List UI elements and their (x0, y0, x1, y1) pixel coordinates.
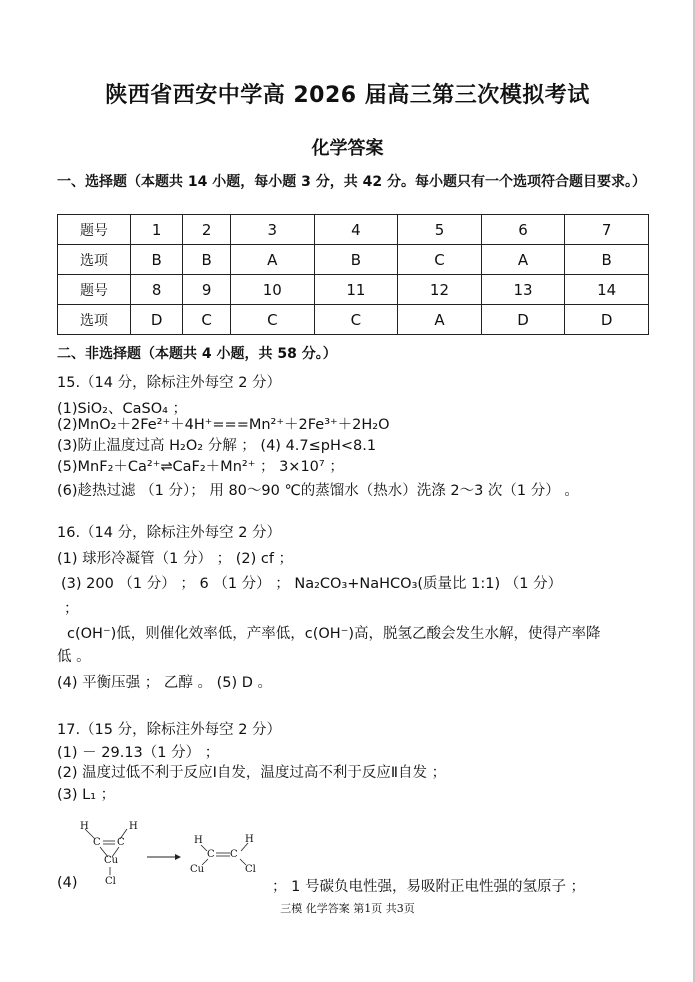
answer-cell: B (131, 245, 183, 275)
question-number: 1 (131, 215, 183, 245)
q15-answer-3: (3)防止温度过高 H₂O₂ 分解 ； (4) 4.7≤pH<8.1 (57, 438, 377, 454)
struct-left-h1: H (80, 821, 89, 832)
page-footer: 三模 化学答案 第1页 共3页 (280, 902, 415, 915)
q17-answer-4-label: (4) (57, 875, 78, 891)
question-number: 2 (183, 215, 231, 245)
question-number: 13 (481, 275, 565, 305)
answer-cell: A (481, 245, 565, 275)
answer-cell: A (398, 305, 482, 335)
row-label: 题号 (58, 275, 131, 305)
q17-answer-4: ； 1 号碳负电性强，易吸附正电性强的氢原子 ； (272, 879, 586, 895)
answer-cell: B (314, 245, 398, 275)
struct-left-cu: Cu (104, 855, 119, 866)
q16-explanation: c(OH⁻)低，则催化效率低，产率低，c(OH⁻)高，脱氢乙酸会发生水解，使得产率降 (67, 626, 601, 642)
answer-cell: D (481, 305, 565, 335)
table-row (58, 215, 649, 245)
section1-heading: 一、选择题（本题共 14 小题，每小题 3 分，共 42 分。每小题只有一个选项符合题目要求。） (57, 174, 646, 190)
q15-answer-5: (5)MnF₂＋Ca²⁺⇌CaF₂＋Mn²⁺ ； 3×10⁷ ； (57, 459, 344, 475)
struct-left-cl: Cl (105, 876, 116, 887)
question-number: 9 (183, 275, 231, 305)
q16-answer-1: (1) 球形冷凝管（1 分） ； (2) cf ； (57, 551, 294, 567)
row-label: 选项 (58, 305, 131, 335)
q15-header: 15.（14 分，除标注外每空 2 分） (57, 375, 282, 391)
q17-answer-2: (2) 温度过低不利于反应Ⅰ自发，温度过高不利于反应Ⅱ自发 ； (57, 765, 447, 781)
q17-answer-1: (1) － 29.13（1 分） ； (57, 745, 220, 761)
answer-cell: C (231, 305, 315, 335)
q17-answer-3: (3) L₁ ； (57, 787, 116, 803)
q17-header: 17.（15 分，除标注外每空 2 分） (57, 722, 282, 738)
struct-right-h1: H (194, 835, 203, 846)
table-row (58, 245, 649, 275)
row-label: 选项 (58, 245, 131, 275)
q15-answer-1: (1)SiO₂、CaSO₄ ； (57, 401, 188, 417)
answer-cell: B (565, 245, 649, 275)
question-number: 7 (565, 215, 649, 245)
answer-cell: C (398, 245, 482, 275)
row-label: 题号 (58, 215, 131, 245)
q16-explanation-tail: 低 。 (57, 649, 91, 665)
answer-cell: D (565, 305, 649, 335)
answer-cell: A (231, 245, 315, 275)
question-number: 10 (231, 275, 315, 305)
struct-left-c1: C (93, 837, 101, 848)
answer-table (57, 214, 649, 335)
question-number: 14 (565, 275, 649, 305)
question-number: 11 (314, 275, 398, 305)
answer-cell: B (183, 245, 231, 275)
struct-right-cu: Cu (190, 864, 205, 875)
answer-cell: D (131, 305, 183, 335)
struct-right-c2: C (230, 849, 238, 860)
page-subtitle: 化学答案 (311, 138, 384, 159)
q15-answer-6: (6)趁热过滤 （1 分）； 用 80～90 ℃的蒸馏水（热水）洗涤 2～3 次（1 分） 。 (57, 483, 579, 499)
answer-cell: C (183, 305, 231, 335)
table-row (58, 305, 649, 335)
table-row (58, 275, 649, 305)
question-number: 8 (131, 275, 183, 305)
question-number: 4 (314, 215, 398, 245)
q16-answer-3: (3) 200 （1 分） ； 6 （1 分） ； Na₂CO₃+NaHCO₃(质量比 1:1) （1 分） (61, 576, 563, 592)
q16-answer-4-5: (4) 平衡压强 ； 乙醇 。 (5) D 。 (57, 675, 273, 691)
q15-answer-2: (2)MnO₂＋2Fe²⁺＋4H⁺===Mn²⁺＋2Fe³⁺＋2H₂O (57, 417, 390, 433)
question-number: 12 (398, 275, 482, 305)
answer-cell: C (314, 305, 398, 335)
page-title: 陕西省西安中学高 2026 届高三第三次模拟考试 (105, 83, 590, 108)
q16-answer-3-tail: ； (64, 601, 79, 617)
question-number: 5 (398, 215, 482, 245)
struct-right-cl: Cl (245, 864, 256, 875)
question-number: 6 (481, 215, 565, 245)
struct-left-c2: C (117, 837, 125, 848)
struct-left-h2: H (129, 821, 138, 832)
q16-header: 16.（14 分，除标注外每空 2 分） (57, 525, 282, 541)
struct-right-h2: H (245, 834, 254, 845)
section2-heading: 二、非选择题（本题共 4 小题，共 58 分。） (57, 346, 337, 362)
question-number: 3 (231, 215, 315, 245)
struct-right-c1: C (207, 849, 215, 860)
